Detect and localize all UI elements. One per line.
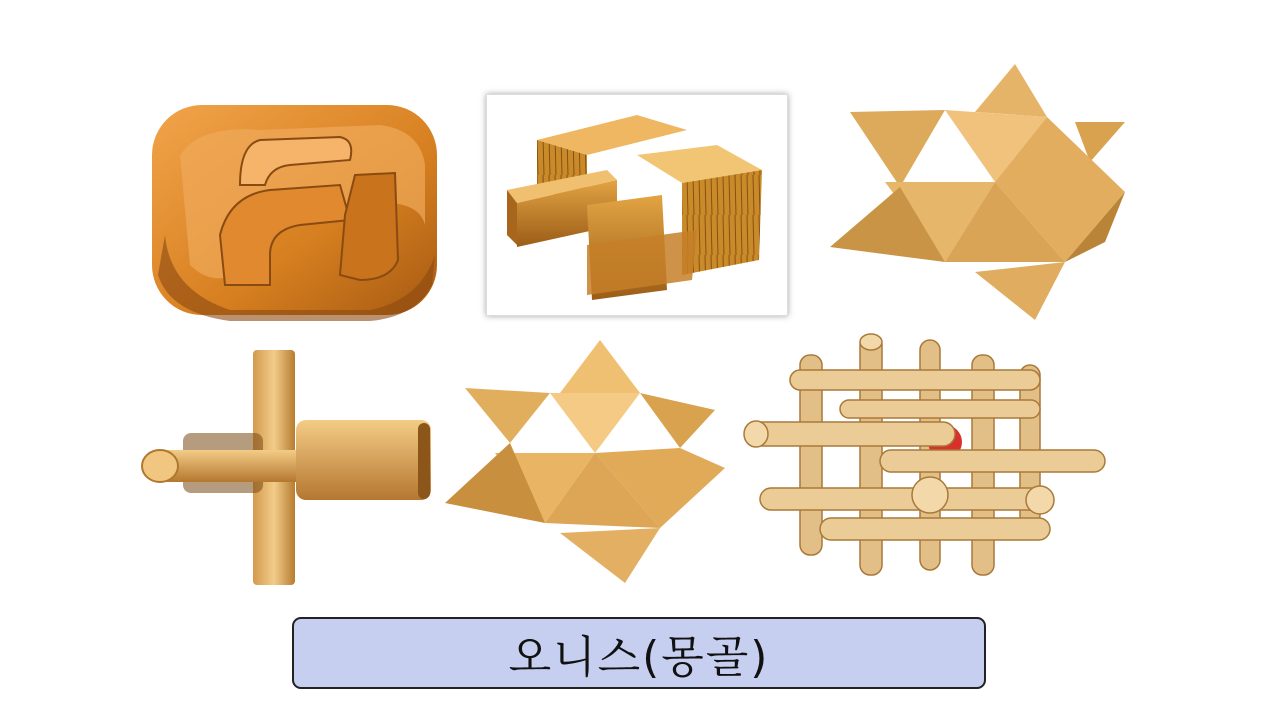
caption-title: 오니스(몽골) [508, 632, 770, 683]
cross-right-block [296, 420, 431, 500]
stick-cage-puzzle-image [740, 330, 1110, 585]
star2-upper-face [550, 393, 640, 453]
rounded-cube-puzzle-image [140, 85, 445, 325]
caption-box [292, 617, 986, 689]
cage-stick-h5 [820, 518, 1050, 540]
cage-stick-end-3 [1026, 486, 1054, 514]
cage-stick-h1 [745, 422, 955, 446]
star-top-point [975, 64, 1047, 117]
star2-left-point [465, 388, 550, 443]
star2-bottom-point [560, 528, 660, 583]
cage-stick-end-1 [744, 421, 768, 447]
cross-puzzle-image [138, 345, 438, 585]
stick-cage-puzzle-drawing [740, 330, 1110, 585]
star-puzzle-image [825, 62, 1130, 324]
cage-stick-end-2 [912, 477, 948, 513]
cage-stick-h3 [880, 450, 1105, 472]
star-bottom-point [975, 262, 1065, 320]
rounded-cube-puzzle-drawing [140, 85, 445, 325]
burr-puzzle-image [486, 94, 788, 316]
star2-right-point [640, 393, 715, 448]
star2-top-point [560, 340, 640, 393]
cross-block-end [418, 423, 430, 499]
cage-stick-end-4 [860, 334, 882, 350]
star-left-point [850, 110, 945, 187]
star-puzzle-drawing [825, 62, 1130, 324]
cage-stick-h6 [840, 400, 1040, 418]
cross-puzzle-drawing [138, 345, 438, 585]
cage-stick-h2 [790, 370, 1040, 390]
burr-puzzle-drawing [487, 95, 787, 315]
star-puzzle-front-drawing [440, 338, 730, 588]
star-puzzle-front-image [440, 338, 730, 588]
cross-rod-end [142, 450, 178, 482]
cage-stick-h4 [760, 488, 1050, 510]
